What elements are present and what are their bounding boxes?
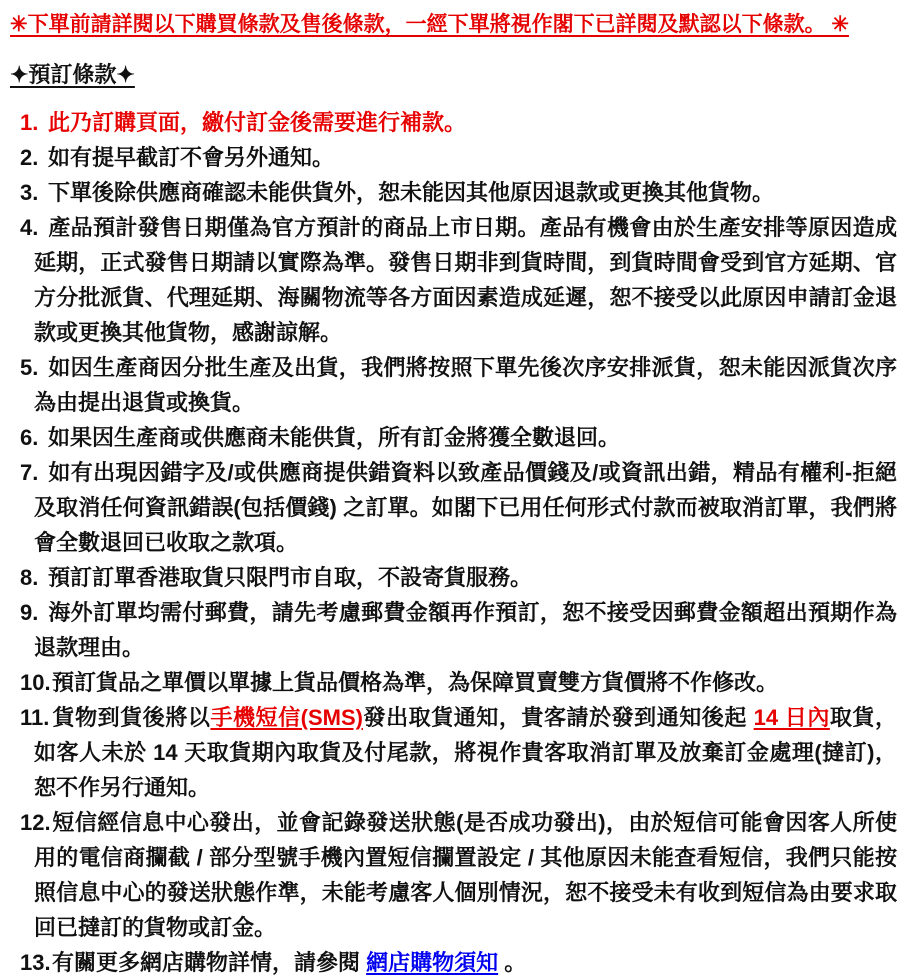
term-text: 下單後除供應商確認未能供貨外，恕未能因其他原因退款或更換其他貨物。 xyxy=(48,180,775,205)
term-text: 預訂訂單香港取貨只限門市自取，不設寄貨服務。 xyxy=(48,565,533,590)
preorder-terms-section-title: ✦預訂條款✦ xyxy=(10,62,135,87)
term-number: 10. xyxy=(20,670,51,695)
term-text: 如因生產商因分批生產及出貨，我們將按照下單先後次序安排派貨，恕未能因派貨次序為由提出退貨或換貨。 xyxy=(34,355,897,415)
term-number: 1. xyxy=(20,110,39,135)
term-text: 如果因生產商或供應商未能供貨，所有訂金將獲全數退回。 xyxy=(48,425,621,450)
term-item xyxy=(10,140,897,175)
term-number: 8. xyxy=(20,565,39,590)
term-text: 海外訂單均需付郵費，請先考慮郵費金額再作預訂，恕不接受因郵費金額超出預期作為退款理由。 xyxy=(34,600,897,660)
term-text: 。 xyxy=(498,950,527,975)
term-number: 3. xyxy=(20,180,39,205)
term-text: 貨物到貨後將以 xyxy=(52,705,211,730)
term-item xyxy=(10,595,897,665)
term-number: 7. xyxy=(20,460,39,485)
term-item xyxy=(10,210,897,350)
term-number: 2. xyxy=(20,145,39,170)
term-number: 11. xyxy=(20,705,50,730)
term-item xyxy=(10,455,897,560)
term-item xyxy=(10,350,897,420)
terms-list xyxy=(10,105,897,980)
term-item xyxy=(10,560,897,595)
term-item xyxy=(10,805,897,945)
term-item xyxy=(10,665,897,700)
term-number: 13. xyxy=(20,950,51,975)
term-number: 9. xyxy=(20,600,39,625)
pickup-deadline-emphasis: 14 日內 xyxy=(753,705,830,730)
term-item xyxy=(10,105,897,140)
term-text: 預訂貨品之單價以單據上貨品價格為準，為保障買賣雙方貨價將不作修改。 xyxy=(52,670,779,695)
term-number: 12. xyxy=(20,810,51,835)
term-text: 此乃訂購頁面，繳付訂金後需要進行補款。 xyxy=(48,110,467,135)
term-number: 5. xyxy=(20,355,39,380)
store-shopping-guide-link[interactable]: 網店購物須知 xyxy=(366,950,499,975)
term-item xyxy=(10,420,897,455)
term-item xyxy=(10,700,897,805)
term-number: 6. xyxy=(20,425,39,450)
purchase-terms-notice: ✳下單前請詳閱以下購買條款及售後條款，一經下單將視作閣下已詳閱及默認以下條款。 ✳ xyxy=(10,13,850,36)
term-item xyxy=(10,175,897,210)
term-text: 發出取貨通知，貴客請於發到通知後起 xyxy=(362,705,754,730)
term-text: 產品預計發售日期僅為官方預計的商品上市日期。產品有機會由於生產安排等原因造成延期，正式發售日期請以實際為準。發售日期非到貨時間，到貨時間會受到官方延期、官方分批派貨、代理延期、海關物流等各方面因素造成延遲，恕不接受以此原因申請訂金退款或更換其他貨物，感謝諒解。 xyxy=(34,215,897,345)
term-text: 取貨，如客人未於 14 天取貨期內取貨及付尾款，將視作貴客取消訂單及放棄訂金處理(撻訂)，恕不作另行通知。 xyxy=(34,705,897,800)
term-text: 有關更多網店購物詳情，請參閱 xyxy=(52,950,367,975)
term-text: 如有出現因錯字及/或供應商提供錯資料以致產品價錢及/或資訊出錯，精品有權利-拒絕及取消任何資訊錯誤(包括價錢) 之訂單。如閣下已用任何形式付款而被取消訂單，我們將會全數退回已收取之款項。 xyxy=(34,460,897,555)
term-text: 如有提早截訂不會另外通知。 xyxy=(48,145,335,170)
term-text: 短信經信息中心發出，並會記錄發送狀態(是否成功發出)，由於短信可能會因客人所使用的電信商攔截 / 部分型號手機內置短信攔置設定 / 其他原因未能查看短信，我們只能按照信息中心的發送狀態作準，未能考慮客人個別情況，恕不接受未有收到短信為由要求取回已撻訂的貨物或訂金。 xyxy=(34,810,897,940)
term-number: 4. xyxy=(20,215,39,240)
sms-notice-emphasis: 手機短信(SMS) xyxy=(210,705,363,730)
term-item xyxy=(10,945,897,980)
